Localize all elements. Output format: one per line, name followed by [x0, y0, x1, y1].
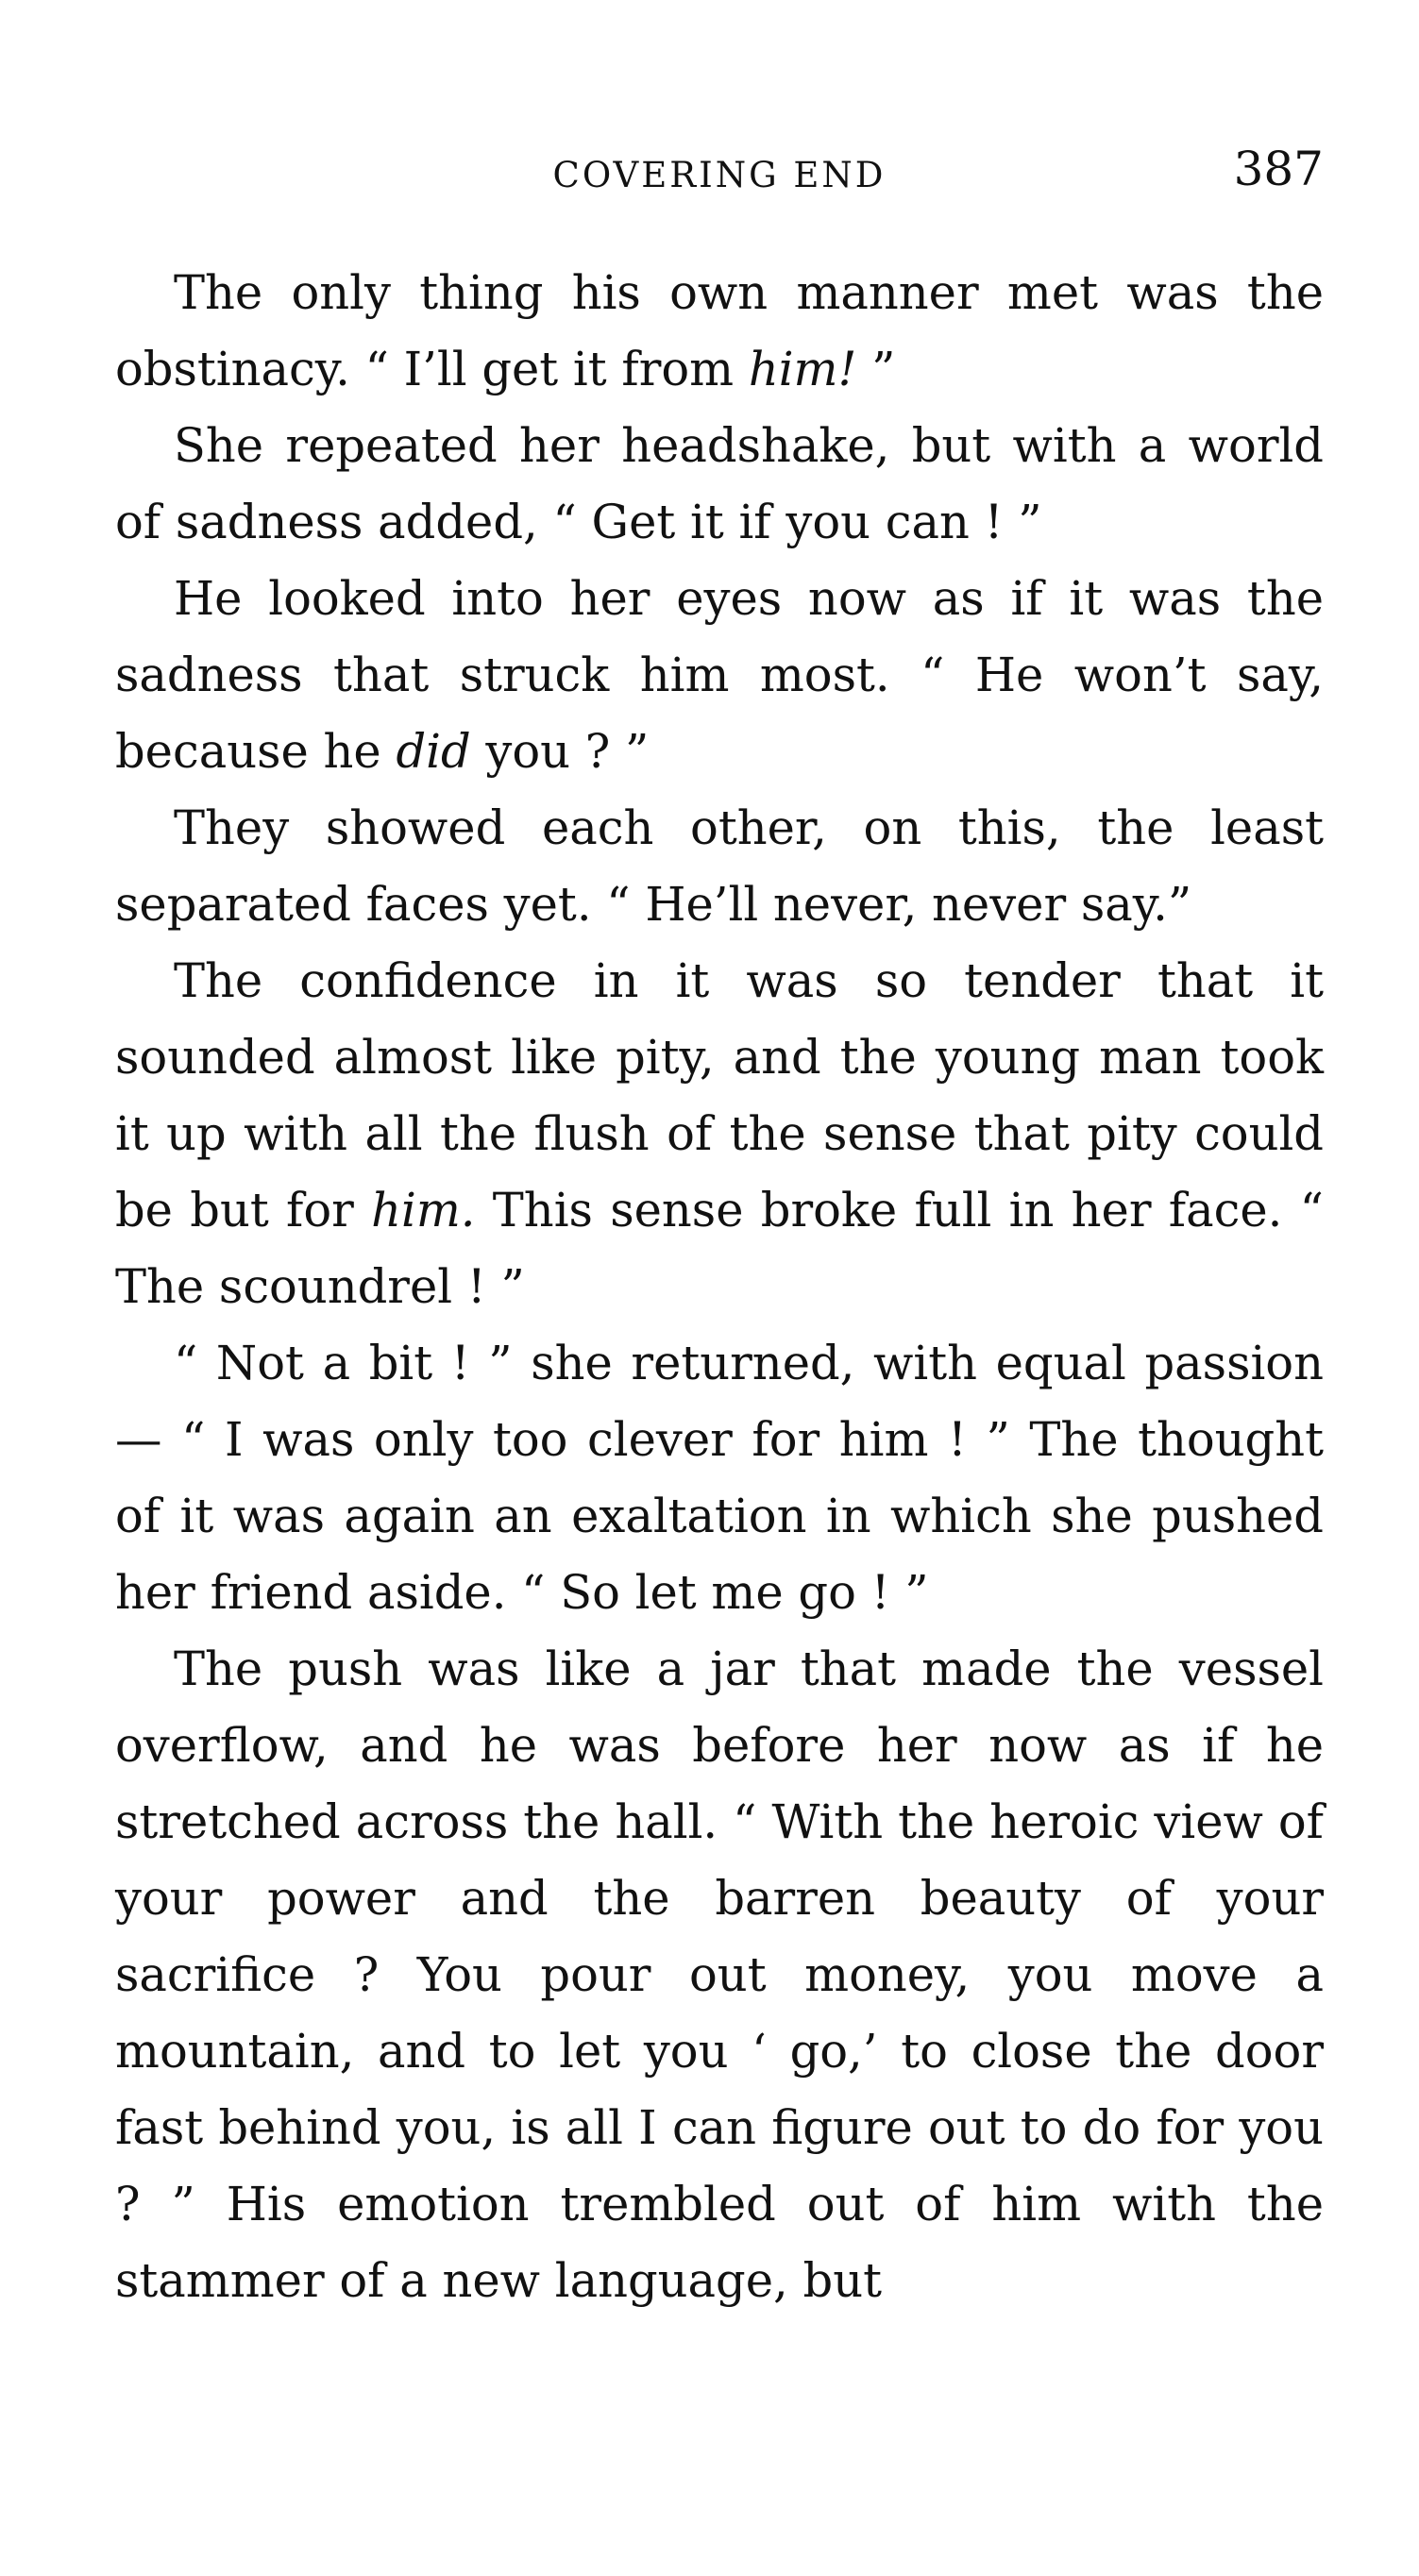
paragraph	[115, 1631, 1324, 2319]
running-head	[115, 142, 1324, 217]
text-run: you ? ”	[470, 724, 650, 779]
text-run: The confidence in it was so tender that it sounded almost like pity, and the young man took it up with all the flush of the sense that pity could be but for	[115, 953, 1324, 1237]
paragraph	[115, 1325, 1324, 1631]
text-run: She repeated her headshake, but with a world of sadness added, “ Get it if you can ! ”	[115, 418, 1324, 549]
running-title: COVERING END	[552, 155, 887, 195]
paragraph	[115, 408, 1324, 561]
italic-text: him!	[748, 342, 857, 396]
body-text	[115, 255, 1324, 2319]
paragraph	[115, 255, 1324, 408]
text-run: He looked into her eyes now as if it was the sadness that struck him most. “ He won’t say, because he	[115, 571, 1324, 779]
text-run: The push was like a jar that made the vessel overflow, and he was before her now as if he stretched across the hall. “ With the heroic view of your power and the barren beauty of your sacrifice ? You pour out money, you move a mountain, and to let you ‘ go,’ to close the door fast behind you, is all I can figure out to do for you ? ” His emotion trembled out of him with the stammer of a new language, but	[115, 1642, 1324, 2308]
paragraph	[115, 790, 1324, 943]
page-number: 387	[1233, 142, 1324, 196]
text-run: ”	[856, 342, 896, 396]
italic-text: did	[396, 724, 471, 779]
paragraph	[115, 943, 1324, 1325]
italic-text: him.	[371, 1183, 476, 1237]
text-run: This sense broke full in her face. “ The scoundrel ! ”	[115, 1183, 1324, 1314]
text-run: They showed each other, on this, the least separated faces yet. “ He’ll never, never say.”	[115, 800, 1324, 932]
text-run: The only thing his own manner met was the obstinacy. “ I’ll get it from	[115, 265, 1324, 396]
text-run: “ Not a bit ! ” she returned, with equal passion — “ I was only too clever for him ! ” The thought of it was again an exaltation in which she pushed her friend aside. “ So let me go ! ”	[115, 1336, 1324, 1620]
paragraph	[115, 561, 1324, 790]
